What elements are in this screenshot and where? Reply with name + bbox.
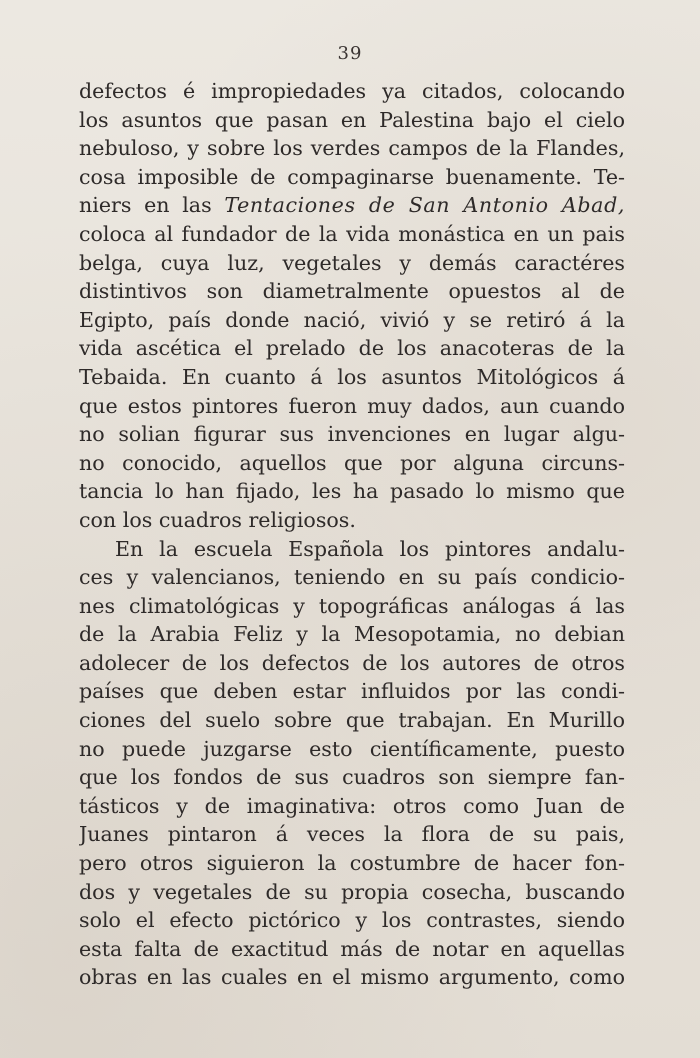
text-line: nes climatológicas y topográficas análogas á las: [79, 593, 625, 618]
paragraph-start-line: En la escuela Española los pintores andalu-: [115, 536, 625, 561]
text-line: de la Arabia Feliz y la Mesopotamia, no debian: [79, 622, 625, 647]
body-text: [79, 77, 625, 992]
text-line: vida ascética el prelado de los anacoteras de la: [79, 336, 625, 361]
text-line: Egipto, país donde nació, vivió y se retiró á la: [79, 307, 625, 332]
text-line: tásticos y de imaginativa: otros como Juan de: [79, 793, 625, 818]
text-line: esta falta de exactitud más de notar en aquellas: [79, 936, 625, 961]
text-line: los asuntos que pasan en Palestina bajo el cielo: [79, 107, 625, 132]
book-title-italic: Tentaciones de San Antonio Abad,: [224, 193, 625, 218]
text-line: que los fondos de sus cuadros son siempre fan-: [79, 765, 625, 790]
text-line: ces y valencianos, teniendo en su país condicio-: [79, 565, 625, 590]
text-line: coloca al fundador de la vida monástica en un pais: [79, 221, 625, 246]
text-line: Tebaida. En cuanto á los asuntos Mitológicos á: [79, 364, 625, 389]
text-line: no puede juzgarse esto científicamente, puesto: [79, 736, 625, 761]
text-line: tancia lo han fijado, les ha pasado lo mismo que: [79, 479, 625, 504]
text-line: niers en las Tentaciones de San Antonio Abad,: [79, 193, 625, 218]
text-line: belga, cuya luz, vegetales y demás caractéres: [79, 250, 625, 275]
page-number: 39: [337, 43, 363, 64]
text-line: adolecer de los defectos de los autores de otros: [79, 650, 625, 675]
text-line: ciones del suelo sobre que trabajan. En Murillo: [79, 708, 625, 733]
text-line: países que deben estar influidos por las condi-: [79, 679, 625, 704]
text-line: distintivos son diametralmente opuestos al de: [79, 279, 625, 304]
text-line: no conocido, aquellos que por alguna circuns-: [79, 450, 625, 475]
text-line: Juanes pintaron á veces la flora de su pais,: [79, 822, 625, 847]
text-line: solo el efecto pictórico y los contrastes, siendo: [79, 908, 625, 933]
text-line: obras en las cuales en el mismo argumento, como: [79, 965, 625, 990]
text-line: nebuloso, y sobre los verdes campos de la Flandes,: [79, 136, 625, 161]
text-line: no solian figurar sus invenciones en lugar algu-: [79, 422, 625, 447]
paragraph-end-line: con los cuadros religiosos.: [79, 507, 356, 532]
text-line: que estos pintores fueron muy dados, aun cuando: [79, 393, 625, 418]
text-line: defectos é impropiedades ya citados, colocando: [79, 79, 625, 103]
text-line: pero otros siguieron la costumbre de hacer fon-: [79, 851, 625, 876]
text-line: dos y vegetales de su propia cosecha, buscando: [79, 879, 625, 904]
text-line: cosa imposible de compaginarse buenamente. Te-: [79, 164, 625, 189]
